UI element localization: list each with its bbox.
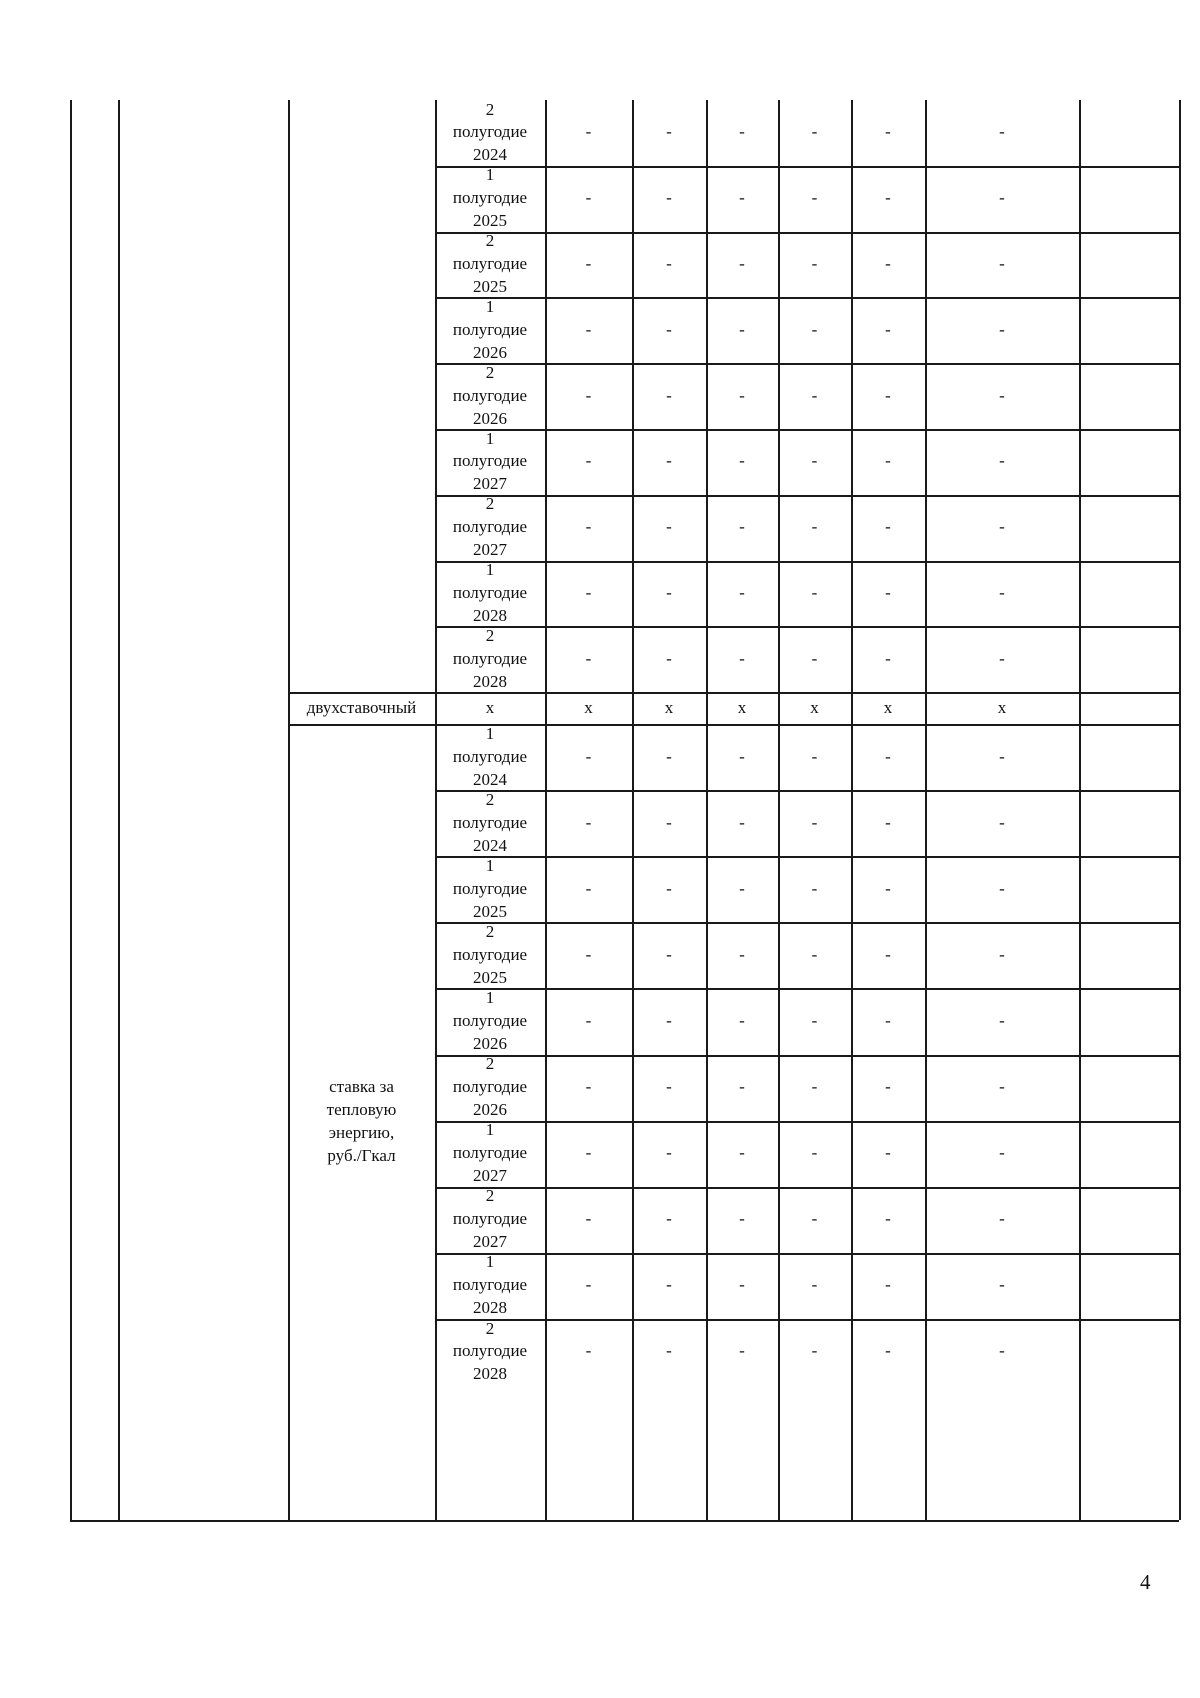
value-cell: -	[666, 1209, 672, 1229]
two-rate-x-cell: x	[883, 697, 893, 717]
period-line: 2	[485, 494, 495, 514]
value-cell: -	[885, 385, 891, 405]
period-cell	[435, 626, 545, 692]
period-line: 2	[485, 1186, 495, 1206]
tariff-table	[70, 100, 1179, 1520]
period-cell	[435, 922, 545, 988]
table-row-line	[435, 495, 1179, 497]
table-row-line	[435, 626, 1179, 628]
table-row-line	[435, 1121, 1179, 1123]
value-cell: -	[585, 254, 592, 274]
period-cell	[435, 856, 545, 922]
value-cell: -	[666, 122, 672, 142]
value-cell: -	[811, 583, 818, 603]
value-cell: -	[666, 746, 672, 766]
value-cell: -	[811, 122, 818, 142]
value-cell: -	[739, 583, 745, 603]
value-cell: -	[585, 944, 592, 964]
table-row-line	[435, 988, 1179, 990]
period-line: полугодие	[452, 188, 528, 208]
two-rate-x-cell: x	[997, 697, 1007, 717]
period-line: 1	[485, 560, 495, 580]
value-cell: -	[666, 878, 672, 898]
value-cell: -	[811, 188, 818, 208]
table-row-line	[435, 1319, 1179, 1321]
period-line: 2026	[473, 1033, 507, 1053]
value-cell: -	[885, 1077, 891, 1097]
value-cell: -	[885, 944, 891, 964]
period-line: 2028	[473, 1364, 507, 1384]
value-cell: -	[585, 812, 592, 832]
period-cell	[435, 495, 545, 561]
period-line: 2027	[473, 474, 507, 494]
value-cell: -	[999, 1077, 1005, 1097]
value-cell: -	[585, 122, 592, 142]
value-cell: -	[999, 812, 1005, 832]
period-line: полугодие	[452, 1209, 528, 1229]
heat-rate-label-text: ставка за тепловую энергию, руб./Гкал	[326, 1077, 397, 1165]
period-line: 2	[485, 1054, 495, 1074]
period-line: 2028	[473, 1298, 507, 1318]
value-cell: -	[666, 1275, 672, 1295]
period-line: 2	[485, 789, 495, 809]
period-line: 2	[485, 99, 495, 119]
value-cell: -	[739, 1275, 745, 1295]
value-cell: -	[739, 648, 745, 668]
period-line: полугодие	[452, 122, 528, 142]
value-cell: -	[999, 122, 1005, 142]
value-cell: -	[811, 746, 818, 766]
value-cell: -	[666, 812, 672, 832]
period-line: 2025	[473, 276, 507, 296]
period-line: 1	[485, 165, 495, 185]
value-cell: -	[999, 451, 1005, 471]
table-column-line	[118, 100, 120, 1520]
value-cell: -	[585, 188, 592, 208]
table-border-right	[1179, 100, 1181, 1520]
period-cell	[435, 1319, 545, 1385]
value-cell: -	[585, 517, 592, 537]
value-cell: -	[811, 517, 818, 537]
value-cell: -	[739, 944, 745, 964]
period-line: полугодие	[452, 517, 528, 537]
value-cell: -	[666, 648, 672, 668]
value-cell: -	[739, 319, 745, 339]
period-cell	[435, 166, 545, 232]
period-line: полугодие	[452, 583, 528, 603]
period-line: полугодие	[452, 451, 528, 471]
value-cell: -	[885, 122, 891, 142]
value-cell: -	[885, 1143, 891, 1163]
value-cell: -	[885, 583, 891, 603]
period-line: полугодие	[452, 812, 528, 832]
value-cell: -	[999, 254, 1005, 274]
value-cell: -	[666, 319, 672, 339]
value-cell: -	[811, 1077, 818, 1097]
value-cell: -	[666, 1341, 672, 1361]
period-cell	[435, 429, 545, 495]
table-row-line	[435, 363, 1179, 365]
period-line: 1	[485, 855, 495, 875]
value-cell: -	[999, 517, 1005, 537]
period-line: полугодие	[452, 1010, 528, 1030]
value-cell: -	[585, 319, 592, 339]
value-cell: -	[999, 944, 1005, 964]
value-cell: -	[999, 878, 1005, 898]
period-cell	[435, 1187, 545, 1253]
period-line: 2024	[473, 835, 507, 855]
value-cell: -	[885, 451, 891, 471]
value-cell: -	[885, 812, 891, 832]
two-rate-x-cell: x	[664, 697, 674, 717]
value-cell: -	[739, 517, 745, 537]
period-line: полугодие	[452, 648, 528, 668]
period-line: 2026	[473, 342, 507, 362]
period-line: 2	[485, 231, 495, 251]
value-cell: -	[885, 1209, 891, 1229]
period-line: 2024	[473, 769, 507, 789]
value-cell: -	[666, 517, 672, 537]
value-cell: -	[739, 254, 745, 274]
period-line: полугодие	[452, 319, 528, 339]
value-cell: -	[585, 648, 592, 668]
period-line: 1	[485, 1252, 495, 1272]
value-cell: -	[585, 1209, 592, 1229]
two-rate-x-cell: x	[485, 697, 495, 717]
value-cell: -	[585, 1077, 592, 1097]
value-cell: -	[999, 1341, 1005, 1361]
value-cell: -	[666, 385, 672, 405]
period-line: полугодие	[452, 746, 528, 766]
value-cell: -	[739, 1077, 745, 1097]
value-cell: -	[666, 451, 672, 471]
value-cell: -	[585, 385, 592, 405]
value-cell: -	[811, 878, 818, 898]
period-line: 2025	[473, 211, 507, 231]
table-row-line	[435, 1253, 1179, 1255]
period-cell	[435, 1121, 545, 1187]
value-cell: -	[739, 812, 745, 832]
period-line: 2025	[473, 901, 507, 921]
two-rate-label: двухставочный	[306, 697, 417, 717]
table-row-line	[435, 561, 1179, 563]
period-line: 2	[485, 921, 495, 941]
period-line: полугодие	[452, 1275, 528, 1295]
value-cell: -	[811, 648, 818, 668]
value-cell: -	[999, 1209, 1005, 1229]
value-cell: -	[885, 1010, 891, 1030]
table-border-bottom	[70, 1520, 1179, 1522]
value-cell: -	[585, 1143, 592, 1163]
period-line: 1	[485, 296, 495, 316]
value-cell: -	[999, 648, 1005, 668]
period-cell	[435, 100, 545, 166]
value-cell: -	[666, 583, 672, 603]
period-cell	[435, 561, 545, 627]
value-cell: -	[811, 1209, 818, 1229]
page-number: 4	[1140, 1570, 1151, 1594]
two-rate-x-cell: x	[737, 697, 747, 717]
value-cell: -	[666, 1010, 672, 1030]
table-row-line	[435, 1187, 1179, 1189]
value-cell: -	[666, 254, 672, 274]
period-line: 1	[485, 723, 495, 743]
period-line: 2024	[473, 145, 507, 165]
value-cell: -	[999, 319, 1005, 339]
value-cell: -	[739, 1010, 745, 1030]
value-cell: -	[999, 1275, 1005, 1295]
value-cell: -	[666, 944, 672, 964]
value-cell: -	[999, 385, 1005, 405]
value-cell: -	[885, 517, 891, 537]
value-cell: -	[811, 1275, 818, 1295]
value-cell: -	[999, 583, 1005, 603]
period-line: 2027	[473, 1232, 507, 1252]
period-cell	[435, 790, 545, 856]
period-line: полугодие	[452, 1143, 528, 1163]
period-line: полугодие	[452, 944, 528, 964]
value-cell: -	[585, 746, 592, 766]
period-cell	[435, 1055, 545, 1121]
period-cell	[435, 1253, 545, 1319]
value-cell: -	[739, 1209, 745, 1229]
value-cell: -	[811, 385, 818, 405]
value-cell: -	[739, 122, 745, 142]
value-cell: -	[999, 746, 1005, 766]
value-cell: -	[811, 319, 818, 339]
value-cell: -	[666, 1077, 672, 1097]
table-row-line	[435, 856, 1179, 858]
value-cell: -	[811, 1010, 818, 1030]
value-cell: -	[999, 1143, 1005, 1163]
value-cell: -	[585, 583, 592, 603]
period-line: 2	[485, 625, 495, 645]
value-cell: -	[739, 451, 745, 471]
value-cell: -	[885, 746, 891, 766]
table-column-line	[1079, 100, 1081, 1520]
value-cell: -	[999, 188, 1005, 208]
period-line: полугодие	[452, 878, 528, 898]
period-line: 2028	[473, 605, 507, 625]
value-cell: -	[739, 1143, 745, 1163]
value-cell: -	[739, 746, 745, 766]
table-row-line	[435, 1055, 1179, 1057]
value-cell: -	[811, 451, 818, 471]
value-cell: -	[811, 944, 818, 964]
period-line: 2028	[473, 671, 507, 691]
value-cell: -	[811, 1341, 818, 1361]
period-line: 2026	[473, 408, 507, 428]
period-line: 1	[485, 428, 495, 448]
period-line: 2025	[473, 967, 507, 987]
table-row-line	[435, 166, 1179, 168]
period-line: 2	[485, 362, 495, 382]
two-rate-x-cell: x	[810, 697, 819, 717]
value-cell: -	[739, 1341, 745, 1361]
period-line: 1	[485, 988, 495, 1008]
value-cell: -	[739, 385, 745, 405]
value-cell: -	[885, 188, 891, 208]
value-cell: -	[585, 878, 592, 898]
period-line: полугодие	[452, 254, 528, 274]
heat-rate-label	[288, 724, 435, 1520]
value-cell: -	[585, 1341, 592, 1361]
value-cell: -	[585, 451, 592, 471]
value-cell: -	[885, 1341, 891, 1361]
period-line: 2027	[473, 1166, 507, 1186]
period-cell	[435, 988, 545, 1054]
period-cell	[435, 232, 545, 298]
value-cell: -	[739, 188, 745, 208]
period-line: полугодие	[452, 385, 528, 405]
value-cell: -	[885, 1275, 891, 1295]
table-row-line	[435, 922, 1179, 924]
value-cell: -	[666, 1143, 672, 1163]
value-cell: -	[666, 188, 672, 208]
value-cell: -	[585, 1010, 592, 1030]
value-cell: -	[885, 648, 891, 668]
value-cell: -	[885, 319, 891, 339]
period-line: 1	[485, 1120, 495, 1140]
period-cell	[435, 363, 545, 429]
value-cell: -	[811, 812, 818, 832]
period-line: полугодие	[452, 1341, 528, 1361]
value-cell: -	[585, 1275, 592, 1295]
period-cell	[435, 297, 545, 363]
value-cell: -	[811, 254, 818, 274]
period-line: 2027	[473, 540, 507, 560]
period-cell	[435, 724, 545, 790]
period-line: 2026	[473, 1100, 507, 1120]
value-cell: -	[885, 254, 891, 274]
table-row-line	[435, 790, 1179, 792]
value-cell: -	[739, 878, 745, 898]
value-cell: -	[885, 878, 891, 898]
table-row-line	[435, 232, 1179, 234]
value-cell: -	[999, 1010, 1005, 1030]
value-cell: -	[811, 1143, 818, 1163]
table-row-line	[435, 297, 1179, 299]
table-row-line	[435, 429, 1179, 431]
period-line: полугодие	[452, 1077, 528, 1097]
period-line: 2	[485, 1318, 495, 1338]
two-rate-x-cell: x	[584, 697, 593, 717]
table-border-left	[70, 100, 72, 1520]
